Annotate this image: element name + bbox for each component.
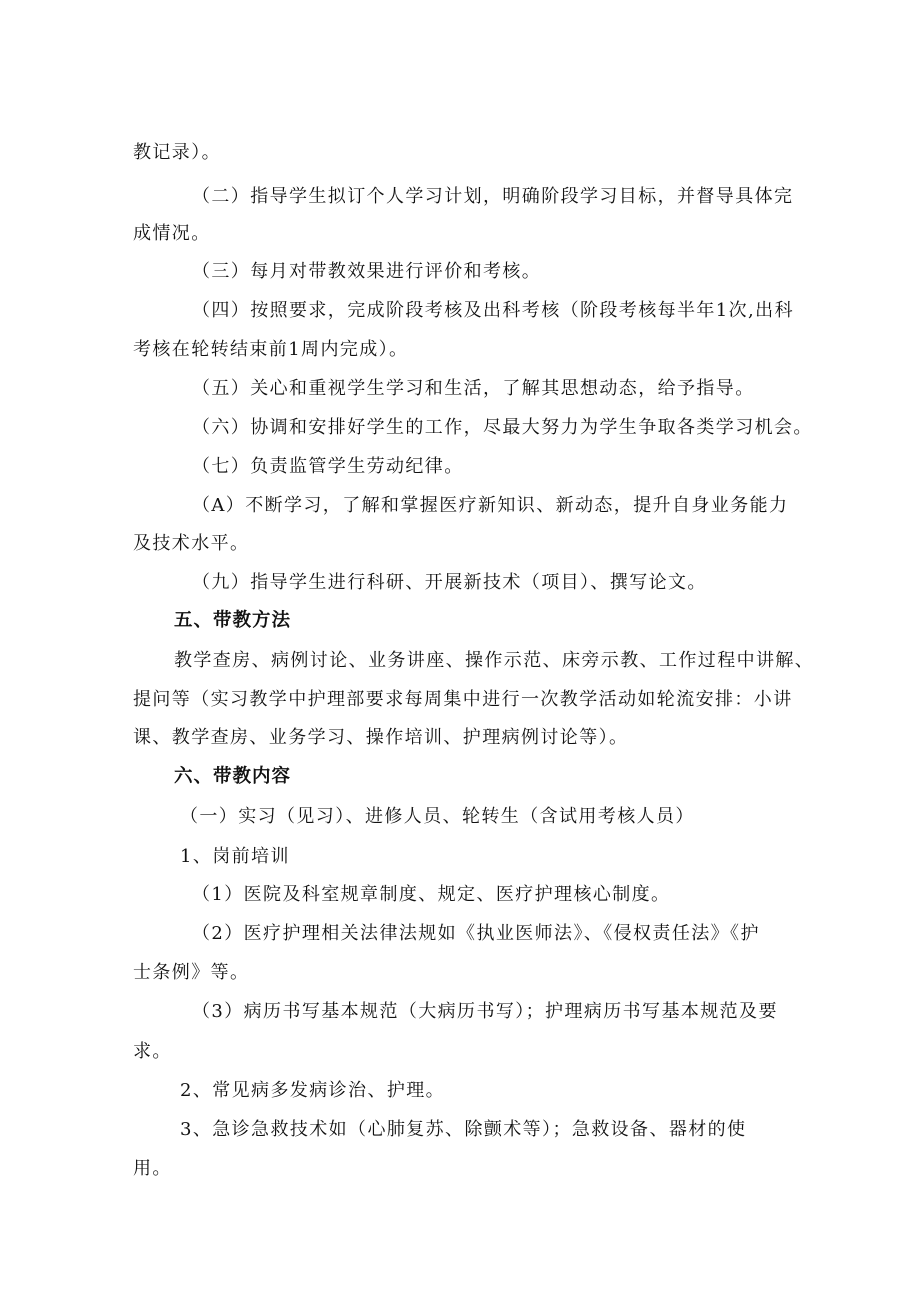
text-line: 用。 bbox=[133, 1158, 172, 1179]
text-line: 士条例》等。 bbox=[133, 962, 250, 983]
text-line: 2、常见病多发病诊治、护理。 bbox=[180, 1080, 446, 1101]
text-line: 考核在轮转结束前1周内完成）。 bbox=[133, 339, 409, 360]
text-line: （A）不断学习，了解和掌握医疗新知识、新动态，提升自身业务能力 bbox=[192, 495, 789, 516]
text-line: 成情况。 bbox=[133, 223, 211, 244]
text-line: （2）医疗护理相关法律法规如《执业医师法》、《侵权责任法》《护 bbox=[192, 923, 760, 944]
text-line: 3、急诊急救技术如（心肺复苏、除颤术等）；急救设备、器材的使 bbox=[180, 1119, 747, 1140]
text-line: （九）指导学生进行科研、开展新技术（项目）、撰写论文。 bbox=[192, 572, 707, 593]
text-line: （3）病历书写基本规范（大病历书写）；护理病历书写基本规范及要 bbox=[192, 1001, 778, 1022]
text-line: 教学查房、病例讨论、业务讲座、操作示范、床旁示教、工作过程中讲解、 bbox=[174, 650, 815, 671]
text-line: 1、岗前培训 bbox=[180, 846, 290, 867]
text-line: （五）关心和重视学生学习和生活，了解其思想动态，给予指导。 bbox=[192, 378, 755, 399]
text-line: （四）按照要求，完成阶段考核及出科考核（阶段考核每半年1次,出科 bbox=[192, 300, 794, 321]
text-line: 及技术水平。 bbox=[133, 533, 250, 554]
text-line: 提问等（实习教学中护理部要求每周集中进行一次教学活动如轮流安排：小讲 bbox=[133, 689, 793, 710]
text-line: （六）协调和安排好学生的工作，尽最大努力为学生争取各类学习机会。 bbox=[192, 417, 813, 438]
text-line: （七）负责监管学生劳动纪律。 bbox=[192, 456, 464, 477]
text-line: 求。 bbox=[133, 1041, 172, 1062]
text-line: （一）实习（见习）、进修人员、轮转生（含试用考核人员） bbox=[180, 806, 695, 827]
text-line: （二）指导学生拟订个人学习计划，明确阶段学习目标，并督导具体完 bbox=[192, 186, 794, 207]
text-line: 教记录）。 bbox=[133, 142, 221, 163]
section-heading-teaching-content: 六、带教内容 bbox=[174, 766, 292, 787]
text-line: 课、教学查房、业务学习、操作培训、护理病例讨论等）。 bbox=[133, 727, 629, 748]
text-line: （三）每月对带教效果进行评价和考核。 bbox=[192, 261, 542, 282]
text-line: （1）医院及科室规章制度、规定、医疗护理核心制度。 bbox=[192, 884, 671, 905]
section-heading-teaching-methods: 五、带教方法 bbox=[174, 610, 292, 631]
